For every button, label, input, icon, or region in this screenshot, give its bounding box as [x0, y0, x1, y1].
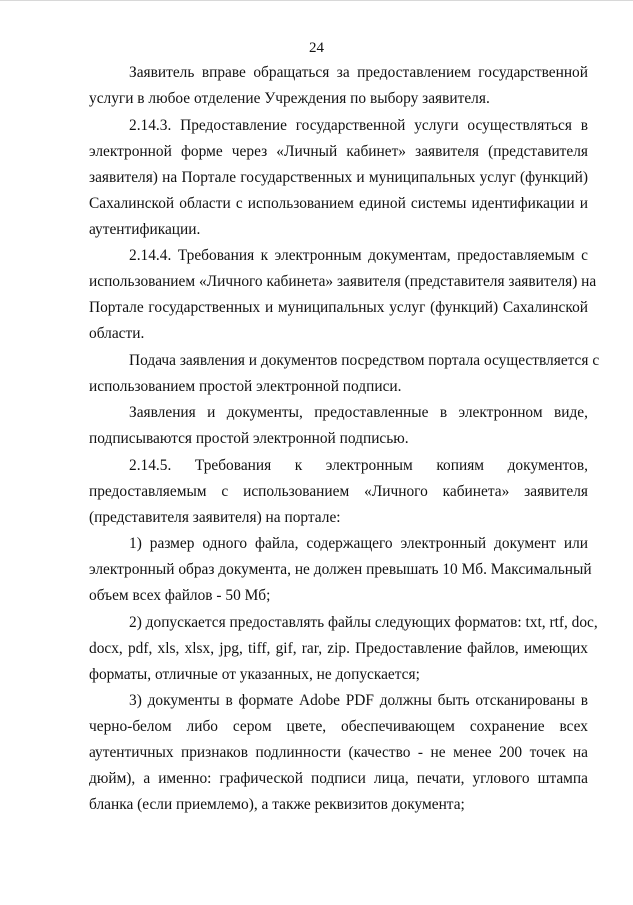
text-line: (представителя заявителя) на портале: — [89, 509, 341, 526]
text-line: подписываются простой электронной подписью. — [89, 430, 409, 447]
text-line: аутентичных признаков подлинности (качество - не менее 200 точек на — [89, 744, 588, 761]
text-line: 1) размер одного файла, содержащего электронный документ или — [129, 535, 588, 552]
text-line: черно-белом либо сером цвете, обеспечивающем сохранение всех — [89, 718, 588, 735]
text-line: использованием простой электронной подписи. — [89, 378, 402, 395]
text-line: бланка (если приемлемо), а также реквизитов документа; — [89, 796, 465, 813]
text-line: заявителя) на Портале государственных и муниципальных услуг (функций) — [89, 169, 588, 186]
text-line: объем всех файлов - 50 Мб; — [89, 587, 271, 604]
text-line: аутентификации. — [89, 221, 201, 238]
text-line: дюйм), а именно: графической подписи лица, печати, углового штампа — [89, 770, 588, 787]
text-line: Сахалинской области с использованием единой системы идентификации и — [89, 195, 588, 212]
text-line: Портале государственных и муниципальных услуг (функций) Сахалинской — [89, 299, 588, 316]
text-line: Заявления и документы, предоставленные в электронном виде, — [129, 404, 588, 421]
page-number: 24 — [309, 40, 324, 56]
text-line: электронный образ документа, не должен превышать 10 Мб. Максимальный — [89, 561, 592, 578]
text-line: электронной форме через «Личный кабинет» заявителя (представителя — [89, 143, 588, 160]
text-line: Подача заявления и документов посредством портала осуществляется с — [129, 352, 600, 369]
text-line: 2.14.4. Требования к электронным документам, предоставляемым с — [129, 247, 588, 264]
text-line: docx, pdf, xls, xlsx, jpg, tiff, gif, rar, zip. Предоставление файлов, имеющих — [89, 640, 588, 657]
text-line: Заявитель вправе обращаться за предоставлением государственной — [129, 64, 588, 81]
text-line: 2.14.5. Требования к электронным копиям документов, — [129, 457, 588, 474]
text-line: предоставляемым с использованием «Личного кабинета» заявителя — [89, 483, 588, 500]
text-line: использованием «Личного кабинета» заявителя (представителя заявителя) на — [89, 273, 597, 290]
text-line: 2) допускается предоставлять файлы следующих форматов: txt, rtf, doc, — [129, 614, 598, 631]
text-line: форматы, отличные от указанных, не допускается; — [89, 666, 420, 683]
text-line: услуги в любое отделение Учреждения по выбору заявителя. — [89, 90, 490, 107]
text-line: области. — [89, 325, 145, 342]
page-top-edge — [0, 0, 633, 1]
text-line: 3) документы в формате Adobe PDF должны быть отсканированы в — [129, 692, 588, 709]
text-line: 2.14.3. Предоставление государственной услуги осуществляться в — [129, 117, 588, 134]
